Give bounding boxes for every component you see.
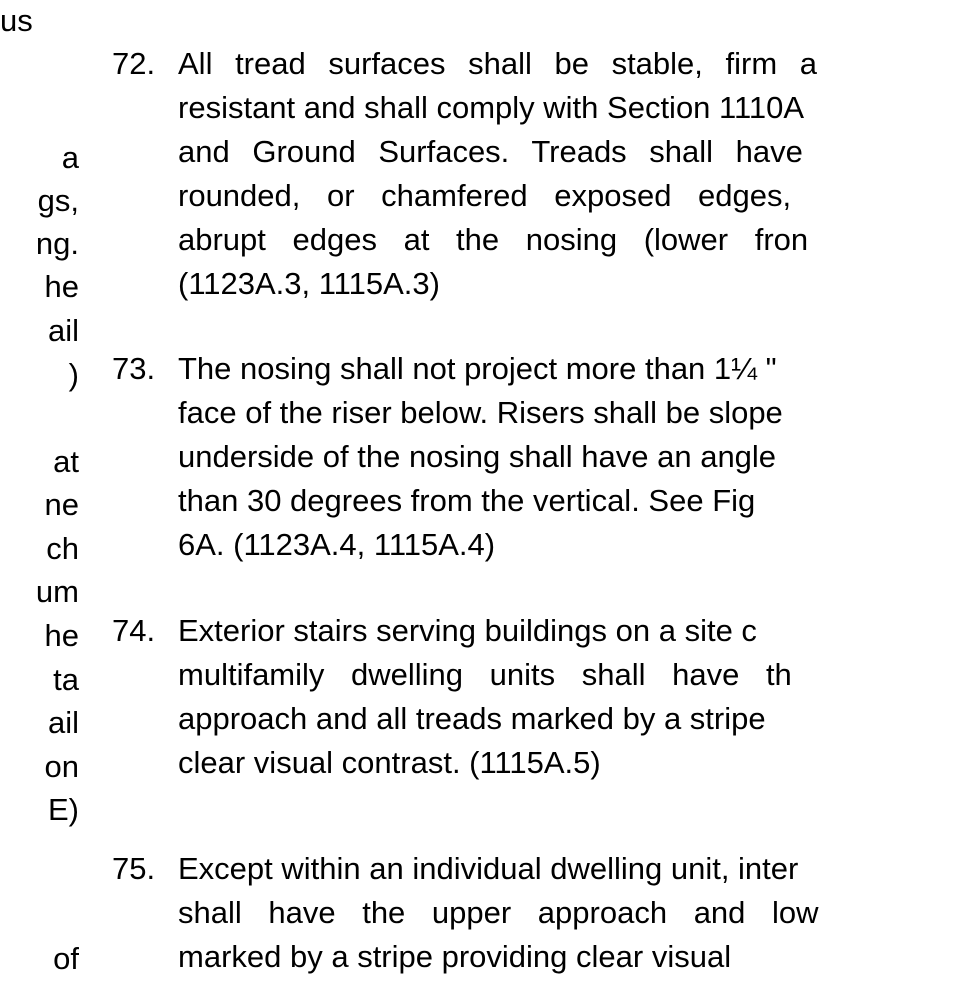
left-fragment: um [35, 574, 79, 609]
item-line: approach and all treads marked by a stripe [178, 701, 766, 736]
left-fragment: ) [68, 357, 79, 392]
item-line: Except within an individual dwelling unit, inter [178, 851, 799, 886]
left-fragment: he [44, 269, 79, 304]
item-line: 6A. (1123A.4, 1115A.4) [178, 527, 496, 562]
left-fragment: of [53, 941, 79, 976]
item-text [178, 847, 819, 979]
item-line: than 30 degrees from the vertical. See Fig [178, 483, 756, 518]
item-line: (1123A.3, 1115A.3) [178, 266, 440, 301]
left-fragment: ne [44, 487, 79, 522]
left-fragment: at [53, 444, 79, 479]
item-line: resistant and shall comply with Section 1110A [178, 90, 805, 125]
left-fragment: a [61, 140, 79, 175]
numbered-list [112, 0, 960, 981]
item-number: 73. [112, 351, 156, 386]
item-text [178, 609, 792, 785]
item-text [178, 42, 817, 306]
left-fragment: gs, [37, 183, 79, 218]
item-line: marked by a stripe providing clear visual [178, 939, 732, 974]
item-line: abrupt edges at the nosing (lower fron [178, 222, 809, 257]
item-number: 74. [112, 613, 156, 648]
item-number: 72. [112, 46, 156, 81]
item-line: underside of the nosing shall have an angle [178, 439, 777, 474]
item-text [178, 347, 783, 567]
left-fragment: ail [47, 705, 79, 740]
item-line: The nosing shall not project more than 1¼ " [178, 351, 777, 386]
item-line: clear visual contrast. (1115A.5) [178, 745, 601, 780]
item-line: face of the riser below. Risers shall be slope [178, 395, 783, 430]
item-line: All tread surfaces shall be stable, firm a [178, 46, 818, 81]
left-fragment: ail [47, 313, 79, 348]
item-line: rounded, or chamfered exposed edges, [178, 178, 792, 213]
left-column-fragments [0, 0, 79, 981]
item-line: multifamily dwelling units shall have th [178, 657, 792, 692]
item-line: shall have the upper approach and low [178, 895, 819, 930]
item-line: Exterior stairs serving buildings on a site c [178, 613, 757, 648]
left-fragment: he [44, 618, 79, 653]
left-fragment: E) [48, 792, 79, 827]
left-fragment: on [44, 749, 79, 784]
left-fragment: us [0, 3, 33, 38]
item-number: 75. [112, 851, 156, 886]
left-fragment: ta [53, 662, 79, 697]
item-line: and Ground Surfaces. Treads shall have [178, 134, 803, 169]
left-fragment: ng. [35, 226, 79, 261]
left-fragment: ch [46, 531, 79, 566]
